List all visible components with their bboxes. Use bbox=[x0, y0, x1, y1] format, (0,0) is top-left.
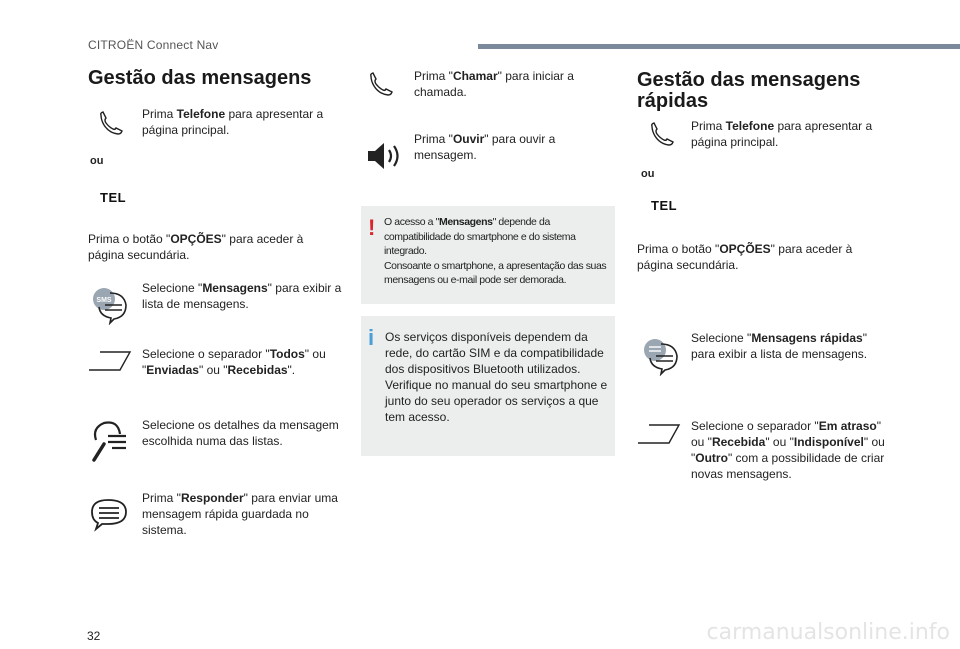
warning-mark-icon: ! bbox=[368, 215, 376, 240]
info-mark-icon: i bbox=[368, 325, 375, 350]
instruction-mensagens: Selecione "Mensagens" para exibir a lista de mensagens. bbox=[142, 281, 342, 311]
header-bar bbox=[478, 44, 960, 49]
warning-panel bbox=[361, 206, 615, 304]
details-icon bbox=[90, 418, 130, 464]
tel-label: TEL bbox=[100, 190, 127, 205]
section-heading-quick: Gestão das mensagens rápidas bbox=[637, 69, 861, 112]
section-heading: Gestão das mensagens bbox=[88, 67, 312, 89]
instruction-ouvir: Prima "Ouvir" para ouvir a mensagem. bbox=[414, 132, 556, 162]
instruction-telefone-quick: Prima Telefone para apresentar a página principal. bbox=[691, 119, 873, 149]
instruction-options-quick: Prima o botão "OPÇÕES" para aceder à página secundária. bbox=[637, 242, 853, 272]
or-label: ou bbox=[90, 155, 104, 167]
tab-icon bbox=[637, 423, 681, 447]
or-label-quick: ou bbox=[641, 168, 655, 180]
instruction-chamar: Prima "Chamar" para iniciar a chamada. bbox=[414, 69, 574, 99]
tab-icon bbox=[88, 350, 132, 374]
info-text: Os serviços disponíveis dependem da rede, do cartão SIM e da compatibilidade dos dispositivos Bluetooth utilizados. Verifique no manual do seu smartphone e junto do seu operador os serviços a que tem acesso. bbox=[385, 330, 608, 424]
instruction-options: Prima o botão "OPÇÕES" para aceder à página secundária. bbox=[88, 232, 304, 262]
running-header: CITROËN Connect Nav bbox=[88, 38, 219, 52]
page-number: 32 bbox=[87, 629, 101, 643]
phone-icon bbox=[97, 109, 125, 137]
instruction-mensagens-rapidas: Selecione "Mensagens rápidas" para exibir a lista de mensagens. bbox=[691, 331, 868, 361]
sms-icon bbox=[88, 285, 132, 325]
watermark: carmanualsonline.info bbox=[706, 620, 950, 645]
phone-icon bbox=[648, 120, 676, 148]
instruction-telefone: Prima Telefone para apresentar a página principal. bbox=[142, 107, 324, 137]
speaker-icon bbox=[366, 140, 404, 172]
tel-label-quick: TEL bbox=[651, 198, 678, 213]
call-icon bbox=[367, 70, 395, 98]
reply-message-icon bbox=[88, 496, 132, 532]
instruction-tabs-quick: Selecione o separador "Em atraso" ou "Recebida" ou "Indisponível" ou "Outro" com a possibilidade de criar novas mensagens. bbox=[691, 419, 885, 481]
instruction-tabs: Selecione o separador "Todos" ou "Enviadas" ou "Recebidas". bbox=[142, 347, 326, 377]
info-panel bbox=[361, 316, 615, 456]
quick-messages-icon bbox=[639, 336, 683, 376]
instruction-detalhes: Selecione os detalhes da mensagem escolhida numa das listas. bbox=[142, 418, 339, 448]
instruction-responder: Prima "Responder" para enviar uma mensagem rápida guardada no sistema. bbox=[142, 491, 338, 537]
sms-icon-label: SMS bbox=[96, 297, 112, 304]
warning-text: O acesso a "Mensagens" depende da compatibilidade do smartphone e do sistema integrado. Consoante o smartphone, a apresentação das suas mensagens ou e-mail pode ser demorada. bbox=[384, 216, 607, 286]
